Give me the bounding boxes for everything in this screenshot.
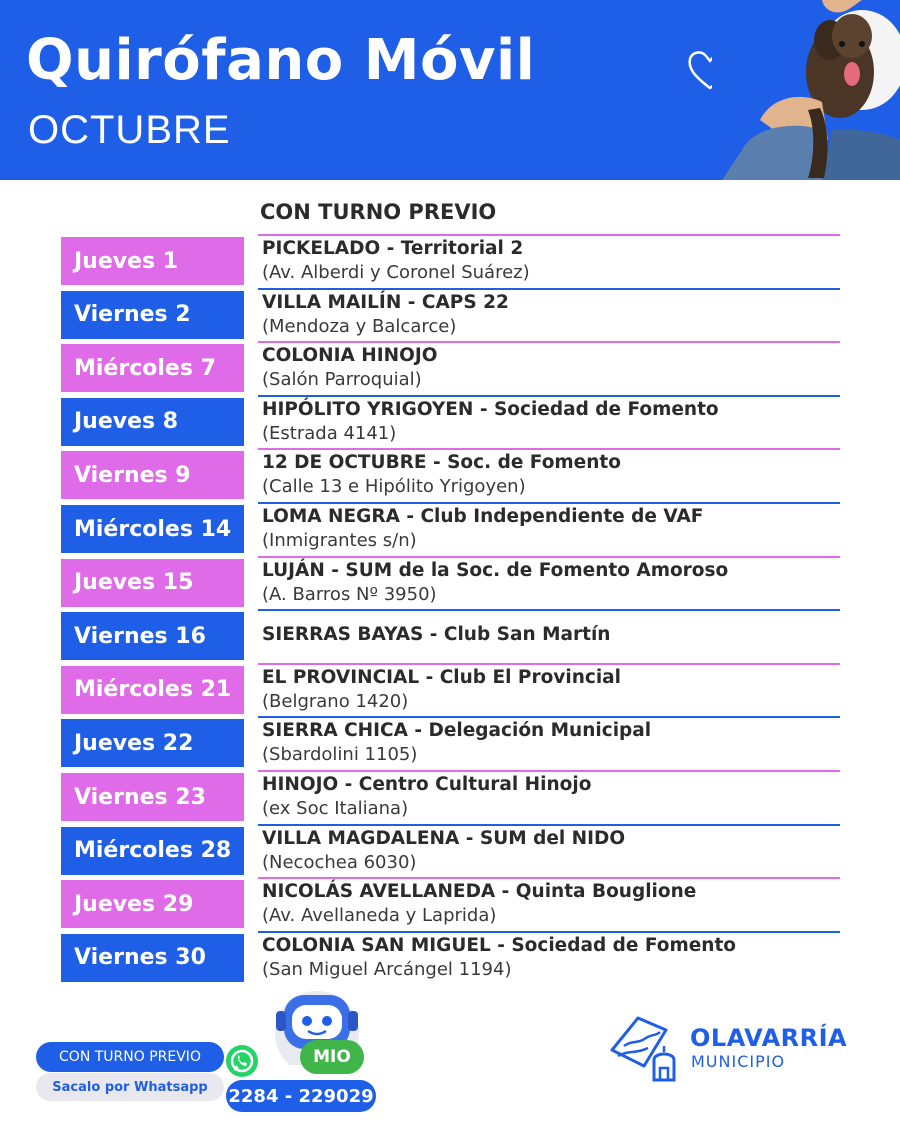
row-divider-line	[258, 448, 840, 450]
mio-badge: MIO	[300, 1040, 364, 1074]
olavarria-logo-icon	[604, 1010, 684, 1082]
place-name: 12 DE OCTUBRE - Soc. de Fomento	[262, 452, 621, 474]
place-name: COLONIA HINOJO	[262, 345, 438, 367]
turno-previo-pill: CON TURNO PREVIO	[36, 1042, 224, 1072]
row-divider-line	[258, 288, 840, 290]
schedule-row	[0, 719, 900, 773]
schedule-row	[0, 344, 900, 398]
day-label: Viernes 16	[61, 612, 244, 660]
place-name: EL PROVINCIAL - Club El Provincial	[262, 666, 621, 688]
place-name: VILLA MAGDALENA - SUM del NIDO	[262, 827, 626, 849]
row-divider-line	[258, 663, 840, 665]
phone-number: 2284 - 229029	[226, 1080, 376, 1112]
row-divider-line	[258, 502, 840, 504]
row-divider-line	[258, 395, 840, 397]
schedule-row	[0, 291, 900, 345]
row-divider-line	[258, 341, 840, 343]
schedule-row	[0, 451, 900, 505]
place-address: (Av. Alberdi y Coronel Suárez)	[262, 262, 530, 283]
row-divider-line	[258, 877, 840, 879]
day-label: Miércoles 21	[61, 666, 244, 714]
place-name: LUJÁN - SUM de la Soc. de Fomento Amoroso	[262, 559, 729, 581]
schedule-row	[0, 666, 900, 720]
place-address: (Estrada 4141)	[262, 422, 397, 444]
schedule-row	[0, 773, 900, 827]
day-label: Viernes 30	[61, 934, 244, 982]
place-name: NICOLÁS AVELLANEDA - Quinta Bouglione	[262, 881, 697, 903]
schedule-row	[0, 827, 900, 881]
schedule-row	[0, 398, 900, 452]
day-label: Miércoles 28	[61, 827, 244, 875]
schedule-row	[0, 934, 900, 988]
place-address: (Belgrano 1420)	[262, 690, 409, 712]
schedule-row	[0, 237, 900, 291]
place-address: (San Miguel Arcángel 1194)	[262, 958, 512, 980]
day-label: Jueves 15	[61, 559, 244, 607]
woman-with-dog-photo	[712, 0, 900, 180]
row-divider-line	[258, 234, 840, 236]
whatsapp-pill: Sacalo por Whatsapp	[36, 1073, 224, 1101]
place-name: PICKELADO - Territorial 2	[262, 238, 524, 259]
day-label: Viernes 23	[61, 773, 244, 821]
place-name: VILLA MAILÍN - CAPS 22	[262, 291, 509, 313]
row-divider-line	[258, 770, 840, 772]
day-label: Miércoles 14	[61, 505, 244, 553]
schedule-row	[0, 559, 900, 613]
place-address: (Calle 13 e Hipólito Yrigoyen)	[262, 476, 526, 498]
place-address: (A. Barros Nº 3950)	[262, 583, 437, 605]
day-label: Jueves 1	[61, 237, 244, 285]
place-name: COLONIA SAN MIGUEL - Sociedad de Fomento	[262, 934, 737, 956]
place-address: (Salón Parroquial)	[262, 369, 422, 391]
schedule-row	[0, 612, 900, 666]
page-subtitle: OCTUBRE	[28, 108, 231, 152]
place-address: (Necochea 6030)	[262, 851, 417, 873]
place-address: (ex Soc Italiana)	[262, 798, 409, 819]
place-address: (Av. Avellaneda y Laprida)	[262, 905, 497, 927]
row-divider-line	[258, 824, 840, 826]
day-label: Jueves 8	[61, 398, 244, 446]
day-label: Jueves 29	[61, 880, 244, 928]
day-label: Viernes 2	[61, 291, 244, 339]
row-divider-line	[258, 556, 840, 558]
section-title: CON TURNO PREVIO	[260, 200, 497, 224]
place-name: HIPÓLITO YRIGOYEN - Sociedad de Fomento	[262, 398, 719, 420]
place-name: HINOJO - Centro Cultural Hinojo	[262, 774, 592, 795]
place-name: SIERRA CHICA - Delegación Municipal	[262, 720, 652, 742]
place-address: (Mendoza y Balcarce)	[262, 315, 457, 337]
logo-name: OLAVARRÍA	[690, 1024, 848, 1052]
whatsapp-icon	[225, 1044, 259, 1078]
place-address: (Inmigrantes s/n)	[262, 530, 417, 551]
day-label: Miércoles 7	[61, 344, 244, 392]
schedule-row	[0, 880, 900, 934]
day-label: Jueves 22	[61, 719, 244, 767]
row-divider-line	[258, 609, 840, 611]
logo-subtitle: MUNICIPIO	[691, 1052, 786, 1071]
place-name: SIERRAS BAYAS - Club San Martín	[262, 624, 611, 646]
header-banner	[0, 0, 900, 180]
schedule-row	[0, 505, 900, 559]
day-label: Viernes 9	[61, 451, 244, 499]
row-divider-line	[258, 716, 840, 718]
page-title: Quirófano Móvil	[26, 28, 536, 93]
place-address: (Sbardolini 1105)	[262, 744, 418, 766]
row-divider-line	[258, 931, 840, 933]
place-name: LOMA NEGRA - Club Independiente de VAF	[262, 506, 704, 527]
